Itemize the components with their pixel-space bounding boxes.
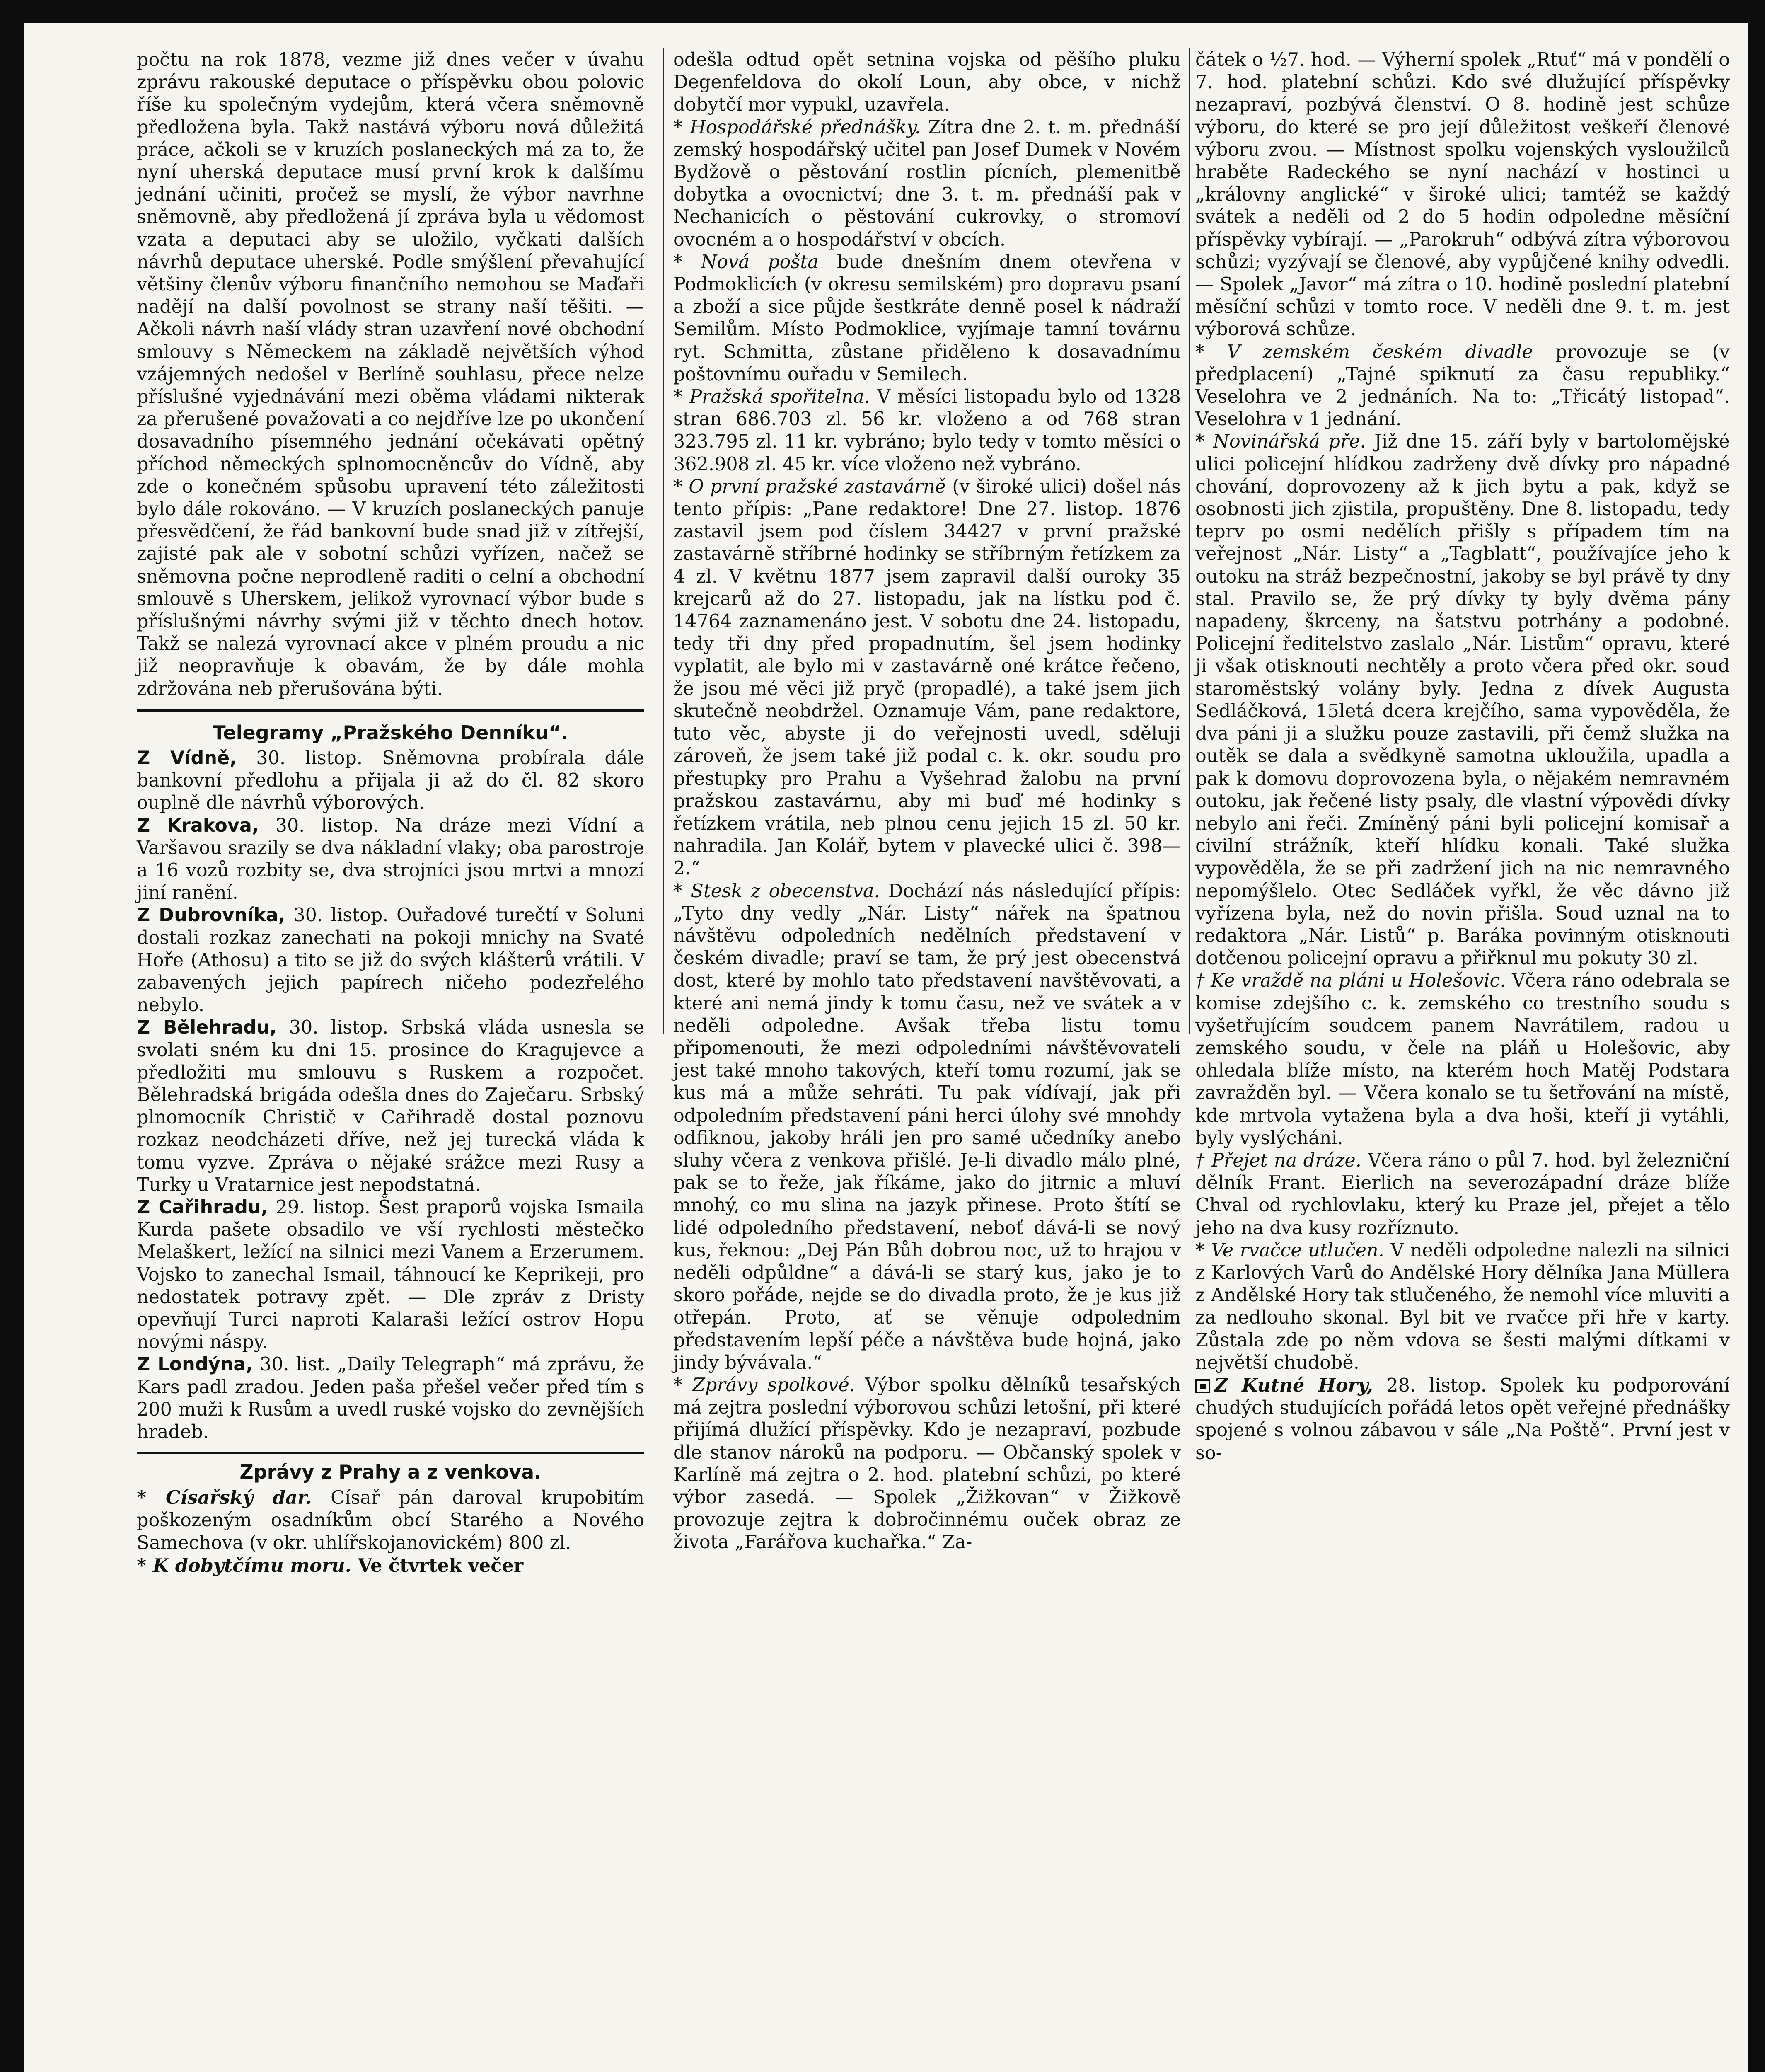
item-title: * Nová pošta — [673, 251, 819, 273]
item-title: * Stesk z obecenstva. — [673, 880, 880, 902]
scan-border-right — [1748, 0, 1765, 2072]
dateline: Z Bělehradu, — [137, 1017, 277, 1038]
dateline: Z Londýna, — [137, 1354, 253, 1375]
item-title: * K dobytčímu moru. — [137, 1554, 352, 1576]
news-cattle-plague: * K dobytčímu moru. Ve čtvrtek večer — [137, 1554, 524, 1576]
news-public-complaint: * Stesk z obecenstva. Dochází nás následující přípis: „Tyto dny vedly „Nár. Listy“ nářek na špatnou návštěvu odpoledních nedělních představení v českém divadle; praví se tam, že prý jest obecenstvá dost, které by mohlo tato představení navštěvovati, a které ani nemá jindy k tomu času, než ve svátek a v neděli odpoledne. Avšak třeba listu tomu připomenouti, že mezi odpoledními návštěvovateli jest také mnoho takových, kteří tomu rozumí, jak se kus má a může sehráti. Tu pak vídívají, jak při odpoledním představení páni herci úlohy své mnohdy odfiknou, jakoby hráli jen pro samé učedníky anebo sluhy včera z venkova přišlé. Je-li divadlo málo plné, pak se to řeže, jak říkáme, jako do jitrnic a mluví mnohý, co mu slina na jazyk přinese. Proto štítí se lidé odpoledního představení, neboť dává-li se nový kus, řeknou: „Dej Pán Bůh dobrou noc, už to hrajou v neděli odpůldne“ a dává-li se starý kus, jako je to skoro pořáde, nejde se do divadla proto, že je kus již otřepán. Proto, ať se věnuje odpolednim představením lepší péče a návštěva bude hojná, jako jindy bývávala.“ — [673, 880, 1181, 1373]
item-title: † Ke vraždě na pláni u Holešovic. — [1195, 970, 1506, 992]
section-rule — [137, 1452, 644, 1454]
news-new-post-office: * Nová pošta bude dnešním dnem otevřena v Podmoklicích (v okresu semilském) pro dopravu psaní a zboží a sice půjde šestkráte denně posel k nádraží Semilům. Místo Podmoklice, vyjímaje tamní továrnu ryt. Schmitta, zůstane přiděleno k dosavadnímu poštovnímu ouřadu v Semilech. — [673, 251, 1181, 385]
news-theatre: * V zemském českém divadle provozuje se (v předplacení) „Tajné spiknutí za času republiky.“ Veselohra ve 2 jednáních. Na to: „Třicátý listopad“. Veselohra v 1 jednání. — [1195, 341, 1730, 430]
news-pawnshop: * O první pražské zastavárně (v široké ulici) došel nás tento přípis: „Pane redaktore! Dne 27. listop. 1876 zastavil jsem pod číslem 34427 v první pražské zastavárně stříbrné hodinky se stříbrným řetízkem za 4 zl. V květnu 1877 jsem zapravil další ouroky 35 krejcarů až do 27. listopadu, jak na lístku pod č. 14764 zaznamenáno jest. V sobotu dne 24. listopadu, tedy tři dny před propadnutím, šel jsem hodinky vyplatit, ale bylo mi v zastavárně oné krátce řečeno, že jsou mé věci již pryč (propadlé), a také jsem jich skutečně neobdržel. Oznamuje Vám, pane redaktore, tuto věc, abyste ji do veřejnosti uvedl, sděluji zároveň, že jsem také již podal c. k. okr. soudu pro přestupky pro Prahu a Vyšehrad žalobu na první pražskou zastavárnu, aby mi buď mé hodinky s řetízkem vrátila, neb plnou cenu jejich 15 zl. 50 kr. nahradila. Jan Kolář, bytem v plavecké ulici č. 398—2.“ — [673, 476, 1181, 879]
news-railway-accident: † Přejet na dráze. Včera ráno o půl 7. hod. byl železniční dělník Frant. Eierlich na severozápadní dráze blíže Chval od rychlovlaku, který ku Praze jel, přejet a tělo jeho na dva kusy rozříznuto. — [1195, 1150, 1730, 1239]
item-title: * Císařský dar. — [137, 1487, 312, 1509]
dateline: Z Vídně, — [137, 747, 237, 769]
telegram-belgrade: Z Bělehradu, 30. listop. Srbská vláda usnesla se svolati sném ku dni 15. prosince do Kragujevce a předložiti mu smlouvu s Ruskem a rozpočet. Bělehradská brigáda odešla dnes do Zaječaru. Srbský plnomocník Christič v Cařihradě dostal poznovu rozkaz neodcházeti dříve, než jej turecká vláda k tomu vyzve. Zpráva o nějaké srážce mezi Rusy a Turky u Vratarnice jest nepodstatná. — [137, 1017, 644, 1196]
article-intro-paragraph: počtu na rok 1878, vezme již dnes večer v úvahu zprávu rakouské deputace o příspěvku obou polovic říše ku společným vydejům, která včera sněmovně předložena byla. Takž nastává výboru nová důležitá práce, ačkoli se v kruzích poslaneckých má za to, že nyní uherská deputace musí první krok k dalšímu jednání učiniti, pročež se myslí, že výbor navrhne sněmovně, aby předložená jí zpráva byla u vědomost vzata a deputaci aby se uložilo, vyčkati dalších návrhů deputace uherské. Podle smýšlení převahující většiny členův výboru finančního nemohou se Maďaři nadějí na další povolnost se strany naší těšiti. — Ačkoli návrh naší vlády stran uzavření nové obchodní smlouvy s Německem na základě největších výhod vzájemných nedošel v Berlíně souhlasu, přece nelze příslušné vyjednávání mezi oběma vládami nikterak za přerušené považovati a co nejdříve lze po ukončení dosavadního písemného jednání očekávati opětný příchod německých splnomocněncův do Vídně, aby zde o konečném spůsobu upravení této záležitosti bylo dále rokováno. — V kruzích poslaneckých panuje přesvědčení, že řád bankovní bude snad již v zítřejší, zajisté pak ale v sobotní schůzi vyřízen, načež se sněmovna počne neprodleně raditi o celní a obchodní smlouvě s Uherskem, jelikož vyrovnací výbor bude s příslušnými návrhy svými již v těchto dnech hotov. Takž se nalezá vyrovnací akce v plném proudu a nic již neopravňuje k obavám, že by dále mohla zdržována neb přerušována býti. — [137, 49, 644, 700]
item-title: † Přejet na dráze. — [1195, 1150, 1361, 1171]
item-title: * Zprávy spolkové. — [673, 1374, 855, 1396]
column-rule-2 — [1189, 48, 1190, 1034]
news-continuation: odešla odtud opět setnina vojska od pěšího pluku Degenfeldova do okolí Loun, aby obce, v nichž dobytčí mor vypukl, uzavřela. — [673, 49, 1181, 116]
local-news-heading: Zprávy z Prahy a z venkova. — [239, 1461, 542, 1484]
news-murder-holesovice: † Ke vraždě na pláni u Holešovic. Včera ráno odebrala se komise zdejšího c. k. zemského co trestního soudu s vyšetřujícím soudcem panem Navrátilem, radou u zemského soudu, v čele na pláň u Holešovic, aby ohledala blíže místo, na kterém hoch Matěj Podstara zavražděn byl. — Včera konalo se tu šetřování na místě, kde mrtvola vytažena byla a dva hoši, kteří ji vytáhli, byly vyslýcháni. — [1195, 970, 1730, 1149]
news-kutna-hora: Z Kutné Hory, 28. listop. Spolek ku podporování chudých studujících pořádá letos opět veřejné přednášky spojené s volnou zábavou v sále „Na Poště“. První jest v so- — [1195, 1374, 1730, 1464]
news-agricultural-lectures: * Hospodářské přednášky. Zítra dne 2. t. m. přednáší zemský hospodářský učitel pan Josef Dumek v Novém Bydžově o pěstování rostlin pícních, plemenitbě dobytka a ovocnictví; dne 3. t. m. přednáší pak v Nechanicích o pěstování cukrovky, o stromoví ovocném a o hospodářství v obcích. — [673, 116, 1181, 250]
telegram-london: Z Londýna, 30. list. „Daily Telegraph“ má zprávu, že Kars padl zradou. Jeden paša přešel večer před tím s 200 muži k Rusům a uvedl ruské vojsko do zevnějších hradeb. — [137, 1354, 645, 1443]
news-imperial-gift: * Císařský dar. Císař pán daroval krupobitím poškozeným osadníkům obcí Starého a Nového Samechova (v okr. uhlířskojanovickém) 800 zl. — [137, 1487, 644, 1554]
news-brawl: * Ve rvačce utlučen. V neděli odpoledne nalezli na silnici z Karlových Varů do Andělské Hory dělníka Jana Müllera z Andělské Hory tak stlučeného, že nemohl více mluviti a za nedlouho skonal. Byl bit ve rvačce při hře v karty. Zůstala zde po něm vdova se šesti malými dítkami v největší chudobě. — [1195, 1239, 1730, 1373]
dateline: Z Kutné Hory, — [1214, 1374, 1373, 1396]
dateline: Z Dubrovníka, — [137, 905, 285, 926]
scan-border-left — [0, 0, 24, 2072]
item-title: * O první pražské zastavárně — [673, 476, 946, 497]
dateline: Z Krakova, — [137, 815, 259, 836]
news-savings-bank: * Pražská spořitelna. V měsíci listopadu bylo od 1328 stran 686.703 zl. 56 kr. vloženo a od 768 stran 323.795 zl. 11 kr. vybráno; bylo tedy v tomto měsíci o 362.908 zl. 45 kr. více vloženo než vybráno. — [673, 386, 1181, 475]
news-club-reports-continued: čátek o ½7. hod. — Výherní spolek „Rtuť“ má v pondělí o 7. hod. platební schůzi. Kdo své dlužující příspěvky nezapraví, pozbývá členství. O 8. hodině jest schůze výboru, do které se pro její důležitost veškeří členové výboru zvou. — Místnost spolku vojenských vysloužilců hraběte Radeckého se nyní nachází v hostinci u „královny anglické“ v široké ulici; tamtéž se každý svátek a neděli od 2 do 5 hodin odpoledne měsíční příspěvky vybírají. — „Parokruh“ odbývá zítra výborovou schůzi; vyzývají se členové, aby vypůjčené knihy odvedli. — Spolek „Javor“ má zítra o 10. hodině poslední platební měsíční schůzi v tomto roce. V neděli dne 9. t. m. jest výborová schůze. — [1195, 49, 1730, 340]
item-title: * Ve rvačce utlučen. — [1195, 1239, 1384, 1261]
telegram-dubrovnik: Z Dubrovníka, 30. listop. Ouřadové turečtí v Soluni dostali rozkaz zanechati na pokoji mnichy na Svaté Hoře (Athosu) a tito se již do svých klášterů vrátili. V zabavených jejich papírech ničeho podezřelého nebylo. — [137, 905, 644, 1016]
item-title: * Pražská spořitelna. — [673, 386, 870, 408]
scan-border-top — [0, 0, 1765, 23]
column-rule-1 — [663, 48, 664, 1034]
telegram-vienna: Z Vídně, 30. listop. Sněmovna probírala dále bankovní předlohu a přijala ji až do čl. 82 skoro ouplně dle návrhů výborových. — [137, 747, 644, 814]
dateline: Z Cařihradu, — [137, 1196, 268, 1218]
column-2 — [673, 49, 1181, 1554]
correspondent-box-icon — [1195, 1379, 1210, 1393]
news-club-reports: * Zprávy spolkové. Výbor spolku dělníků tesařských má zejtra poslední výborovou schůzi letošní, při které přijímá dlužící příspěvky. Kdo je nezapraví, pozbude dle stanov nároků na podporu. — Občanský spolek v Karlíně má zejtra o 2. hod. platební schůzi, po které výbor zasedá. — Spolek „Žižkovan“ v Žižkově provozuje zejtra k dobročinnému ouček obraz ze života „Farářova kuchařka.“ Za- — [673, 1374, 1181, 1553]
news-press-lawsuit: * Novinářská pře. Již dne 15. září byly v bartolomějské ulici policejní hlídkou zadrženy dvě dívky pro nápadné chování, doprovozeny až k jich bytu a pak, když se osobnosti jich zjistila, propuštěny. Dne 8. listopadu, tedy teprv po osmi nedělích přišly s případem tím na veřejnost „Nár. Listy“ a „Tagblatt“, používajíce jeho k outoku na stráž bezpečnostní, jakoby se byl právě ty dny stal. Pravilo se, že prý dívky ty byly dvěma pány napadeny, škrceny, na šatstvu potrhány a podobné. Policejní ředitelstvo zaslalo „Nár. Listům“ opravu, které ji však otisknouti nechtěly a proto včera před okr. soud staroměstský volány byly. Jedna z dívek Augusta Sedláčková, 15letá dcera krejčího, sama vypověděla, že dva páni ji a služku pouze zastavili, při čemž služka na outěk se dala a svědkyně samotna ukloužila, upadla a pak k domovu doprovozena byla, o nějakém nemravném outoku, jak řečené listy psaly, dle vlastní výpovědi dívky nebylo ani řeči. Zmíněný páni byli policejní komisař a civilní strážník, kteří hlídku konali. Také služka vypověděla, že se při zadržení jich na nic nemravného nepomýšlelo. Otec Sedláček vyřkl, že věc dávno již vyřízena byla, než do novin přišla. Soud uznal na to redaktora „Nár. Listů“ p. Baráka povinným otisknouti dotčenou policejní opravu a přiřknul mu pokuty 30 zl. — [1195, 431, 1730, 969]
column-1 — [137, 49, 644, 1577]
column-3 — [1195, 49, 1730, 1464]
section-rule — [137, 709, 644, 712]
telegram-section-heading: Telegramy „Pražského Denníku“. — [213, 721, 568, 744]
telegram-krakow: Z Krakova, 30. listop. Na dráze mezi Vídní a Varšavou srazily se dva nákladní vlaky; oba parostroje a 16 vozů rozbity se, dva strojníci jsou mrtvi a mnozí jiní ranění. — [137, 815, 644, 904]
item-title: * Hospodářské přednášky. — [673, 116, 921, 138]
item-title: * Novinářská pře. — [1195, 431, 1366, 453]
telegram-constantinople: Z Cařihradu, 29. listop. Šest praporů vojska Ismaila Kurda pašete obsadilo ve vší rychlosti městečko Melaškert, ležící na silnici mezi Vanem a Erzerumem. Vojsko to zanechal Ismail, táhnoucí ke Keprikeji, pro nedostatek potravy zpět. — Dle zpráv z Dristy opevňují Turci naproti Kalaraši ležící ostrov Hopu novými náspy. — [137, 1196, 645, 1353]
item-title: * V zemském českém divadle — [1195, 341, 1533, 363]
